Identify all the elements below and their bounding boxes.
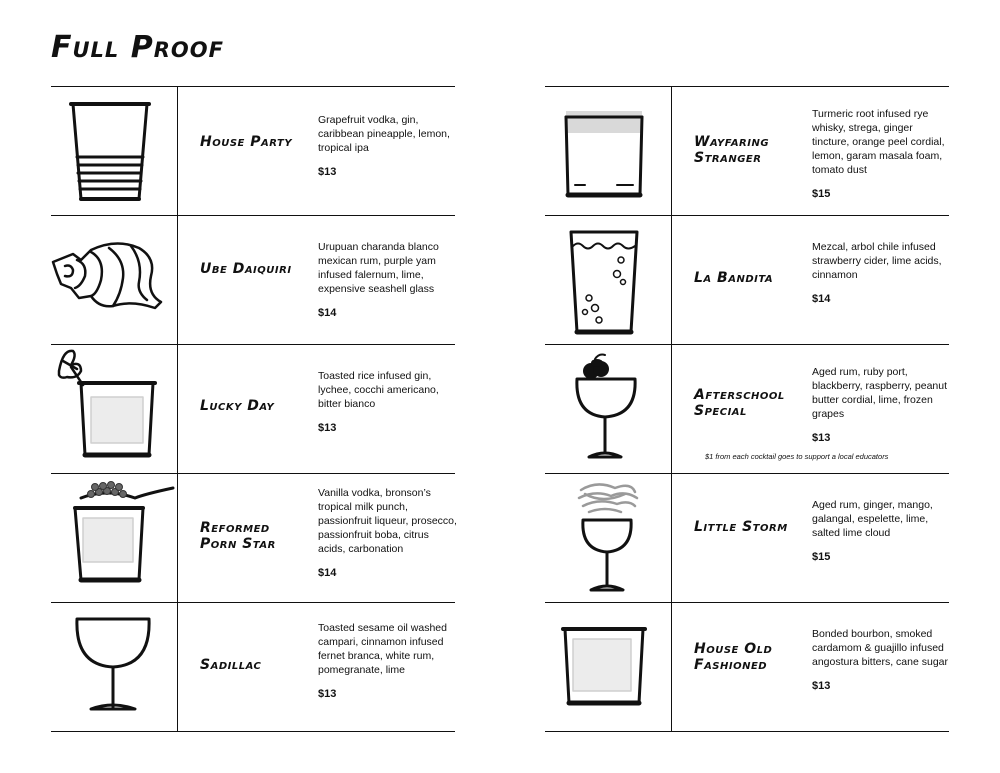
item-price: $15 xyxy=(812,551,831,563)
item-name: Ube Daiquiri xyxy=(200,261,292,277)
page-title: Full Proof xyxy=(51,30,224,65)
item-description: Turmeric root infused rye whisky, strega, ginger tincture, orange peel cordial, lemon, garam masala foam, tomato dust xyxy=(812,108,945,176)
ice-cube-rocks-glass-icon xyxy=(545,603,671,731)
item-name: Little Storm xyxy=(694,519,788,535)
item-description: Grapefruit vodka, gin, caribbean pineapple, lemon, tropical ipa xyxy=(318,114,450,154)
menu-item xyxy=(545,473,949,602)
item-description: Vanilla vodka, bronson’s tropical milk punch, passionfruit liqueur, prosecco, passionfruit boba, citrus acids, carbonation xyxy=(318,487,457,555)
item-name: Sadillac xyxy=(200,657,262,673)
item-details xyxy=(318,621,458,701)
item-description: Toasted sesame oil washed campari, cinnamon infused fernet branca, white rum, pomegranate, lime xyxy=(318,622,447,676)
item-price: $13 xyxy=(812,432,831,444)
butterfly-rocks-glass-icon xyxy=(51,345,177,473)
item-description: Aged rum, ginger, mango, galangal, espelette, lime, salted lime cloud xyxy=(812,499,933,539)
item-details xyxy=(812,498,952,564)
highball-bubbles-icon xyxy=(545,216,671,344)
item-name: La Bandita xyxy=(694,270,774,286)
menu-item xyxy=(545,602,949,732)
menu-item xyxy=(51,473,455,602)
item-price: $13 xyxy=(812,680,831,692)
item-description: Bonded bourbon, smoked cardamom & guajillo infused angostura bitters, cane sugar xyxy=(812,628,948,668)
menu-column-left xyxy=(51,86,455,732)
charity-note: $1 from each cocktail goes to support a local educators xyxy=(705,452,889,461)
item-price: $15 xyxy=(812,188,831,200)
menu-item xyxy=(51,602,455,732)
item-description: Aged rum, ruby port, blackberry, raspberry, peanut butter cordial, lime, frozen grapes xyxy=(812,366,948,420)
menu-item xyxy=(545,344,949,473)
menu-item xyxy=(51,344,455,473)
item-details xyxy=(812,107,952,201)
coupe-glass-icon xyxy=(51,603,177,731)
item-price: $13 xyxy=(318,688,337,700)
item-name: Reformed Porn Star xyxy=(200,520,276,552)
item-details xyxy=(318,240,458,320)
cloud-coupe-icon xyxy=(545,474,671,602)
item-details xyxy=(812,365,952,445)
item-name: House Old Fashioned xyxy=(694,641,773,673)
seashell-icon xyxy=(51,216,177,344)
item-description: Mezcal, arbol chile infused strawberry cider, lime acids, cinnamon xyxy=(812,241,942,281)
menu-item xyxy=(545,86,949,215)
item-name: Afterschool Special xyxy=(694,387,785,419)
spoon-boba-glass-icon xyxy=(51,474,177,602)
item-details xyxy=(812,627,952,693)
menu-item xyxy=(51,215,455,344)
item-details xyxy=(318,113,458,179)
menu-item xyxy=(545,215,949,344)
item-description: Urupuan charanda blanco mexican rum, purple yam infused falernum, lime, expensive seashell glass xyxy=(318,241,439,295)
item-price: $14 xyxy=(318,567,337,579)
item-name: Lucky Day xyxy=(200,398,275,414)
cherry-coupe-icon xyxy=(545,345,671,473)
item-details xyxy=(318,369,458,435)
foam-rocks-glass-icon xyxy=(545,87,671,215)
item-price: $13 xyxy=(318,166,337,178)
item-details xyxy=(812,240,952,306)
item-price: $14 xyxy=(812,293,831,305)
plastic-cup-icon xyxy=(51,87,177,215)
menu-column-right xyxy=(545,86,949,732)
item-price: $14 xyxy=(318,307,337,319)
item-details xyxy=(318,486,458,580)
item-name: Wayfaring Stranger xyxy=(694,134,770,166)
item-description: Toasted rice infused gin, lychee, cocchi americano, bitter bianco xyxy=(318,370,439,410)
item-price: $13 xyxy=(318,422,337,434)
item-name: House Party xyxy=(200,134,293,150)
menu-item xyxy=(51,86,455,215)
